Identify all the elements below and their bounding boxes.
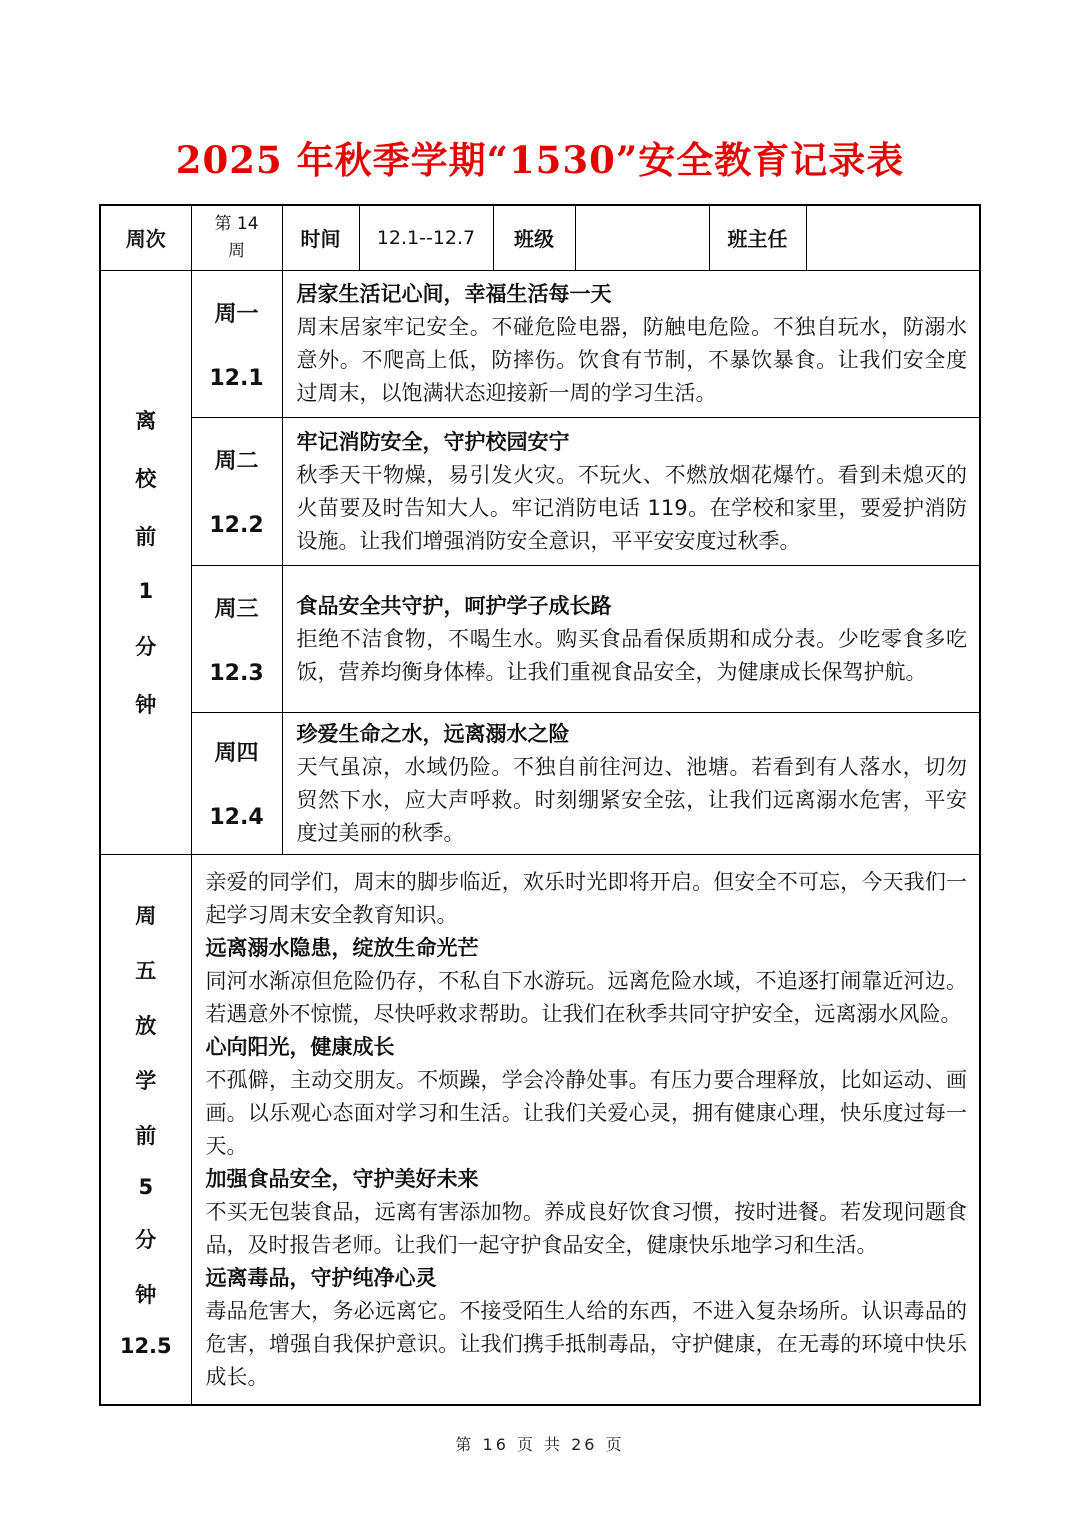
friday-heading-drowning: 远离溺水隐患，绽放生命光芒: [205, 935, 479, 960]
day-label: 周四: [214, 741, 259, 766]
page-number: 第 16 页 共 26 页: [455, 1435, 625, 1454]
vertical-char: 钟: [135, 1283, 157, 1308]
safety-record-table: [99, 204, 981, 1406]
vertical-char: 五: [135, 959, 157, 984]
tuesday-day-cell: [191, 417, 282, 565]
day-label: 周一: [214, 301, 259, 327]
vertical-char: 校: [135, 467, 157, 491]
day-date: 12.3: [209, 660, 264, 686]
monday-row: [100, 270, 980, 417]
friday-body-drowning: 同河水渐凉但危险仍存，不私自下水游玩。远离危险水域，不追逐打闹靠近河边。若遇意外不惊慌，尽快呼救求帮助。让我们在秋季共同守护安全，远离溺水风险。: [205, 968, 967, 1026]
wednesday-heading: 食品安全共守护，呵护学子成长路: [296, 593, 612, 618]
friday-content-cell: [191, 854, 980, 1405]
friday-row: [100, 854, 980, 1405]
monday-heading: 居家生活记心间，幸福生活每一天: [296, 282, 612, 306]
friday-body-mental-health: 不孤僻，主动交朋友。不烦躁，学会冷静处事。有压力要合理释放，比如运动、画画。以乐观心态面对学习和生活。让我们关爱心灵，拥有健康心理，快乐度过每一天。: [205, 1067, 967, 1158]
tuesday-body: 秋季天干物燥，易引发火灾。不玩火、不燃放烟花爆竹。看到未熄灭的火苗要及时告知大人。牢记消防电话 119。在学校和家里，要爱护消防设施。让我们增强消防安全意识，平平安安度过秋季。: [296, 462, 967, 553]
monday-content-cell: [282, 270, 980, 417]
time-value-cell: 12.1--12.7: [359, 205, 493, 270]
monday-body: 周末居家牢记安全。不碰危险电器，防触电危险。不独自玩水，防溺水意外。不爬高上低，防摔伤。饮食有节制，不暴饮暴食。让我们安全度过周末，以饱满状态迎接新一周的学习生活。: [296, 315, 967, 405]
vertical-char: 分: [135, 1228, 157, 1253]
friday-label-cell: [100, 854, 191, 1405]
wednesday-day-cell: [191, 565, 282, 712]
vertical-char: 5: [138, 1175, 154, 1200]
day-label: 周三: [214, 596, 259, 622]
vertical-char: 分: [135, 635, 157, 659]
thursday-day-cell: [191, 712, 282, 854]
teacher-label-cell: 班主任: [709, 205, 806, 270]
day-date: 12.1: [209, 365, 264, 391]
thursday-row: [100, 712, 980, 854]
day-label: 周二: [214, 449, 259, 474]
page-title: 2025 年秋季学期“1530”安全教育记录表: [175, 138, 905, 182]
class-label-cell: 班级: [493, 205, 575, 270]
class-value-cell[interactable]: [575, 205, 709, 270]
vertical-char: 前: [135, 1124, 157, 1149]
vertical-char: 钟: [135, 693, 157, 717]
monday-day-cell: [191, 270, 282, 417]
vertical-char: 12.5: [119, 1334, 172, 1359]
day-date: 12.2: [209, 513, 264, 538]
vertical-char: 离: [135, 409, 157, 433]
friday-body-drugs: 毒品危害大，务必远离它。不接受陌生人给的东西，不进入复杂场所。认识毒品的危害，增强自我保护意识。让我们携手抵制毒品，守护健康，在无毒的环境中快乐成长。: [205, 1298, 967, 1389]
week-label-cell: 周次: [100, 205, 191, 270]
friday-body-food-safety: 不买无包装食品，远离有害添加物。养成良好饮食习惯，按时进餐。若发现问题食品，及时报告老师。让我们一起守护食品安全，健康快乐地学习和生活。: [205, 1199, 967, 1257]
vertical-char: 放: [135, 1014, 157, 1039]
week-value-cell: 第 14 周: [191, 205, 282, 270]
friday-heading-drugs: 远离毒品，守护纯净心灵: [205, 1265, 437, 1290]
tuesday-row: [100, 417, 980, 565]
thursday-content-cell: [282, 712, 980, 854]
friday-heading-mental-health: 心向阳光，健康成长: [205, 1034, 395, 1059]
vertical-char: 1: [138, 579, 154, 603]
wednesday-body: 拒绝不洁食物，不喝生水。购买食品看保质期和成分表。少吃零食多吃饭，营养均衡身体棒。让我们重视食品安全，为健康成长保驾护航。: [296, 626, 967, 684]
tuesday-heading: 牢记消防安全，守护校园安宁: [296, 429, 570, 454]
vertical-char: 周: [135, 904, 157, 929]
friday-intro: 亲爱的同学们，周末的脚步临近，欢乐时光即将开启。但安全不可忘，今天我们一起学习周末安全教育知识。: [205, 869, 967, 927]
vertical-char: 前: [135, 525, 157, 549]
before-leaving-label-cell: [100, 270, 191, 854]
wednesday-content-cell: [282, 565, 980, 712]
table-header-row: [100, 205, 980, 270]
friday-heading-food-safety: 加强食品安全，守护美好未来: [205, 1166, 479, 1191]
day-date: 12.4: [209, 805, 264, 830]
thursday-body: 天气虽凉，水域仍险。不独自前往河边、池塘。若看到有人落水，切勿贸然下水，应大声呼救。时刻绷紧安全弦，让我们远离溺水危害，平安度过美丽的秋季。: [296, 754, 967, 845]
thursday-heading: 珍爱生命之水，远离溺水之险: [296, 721, 570, 746]
vertical-char: 学: [135, 1069, 157, 1094]
time-label-cell: 时间: [282, 205, 359, 270]
wednesday-row: [100, 565, 980, 712]
teacher-value-cell[interactable]: [806, 205, 980, 270]
tuesday-content-cell: [282, 417, 980, 565]
